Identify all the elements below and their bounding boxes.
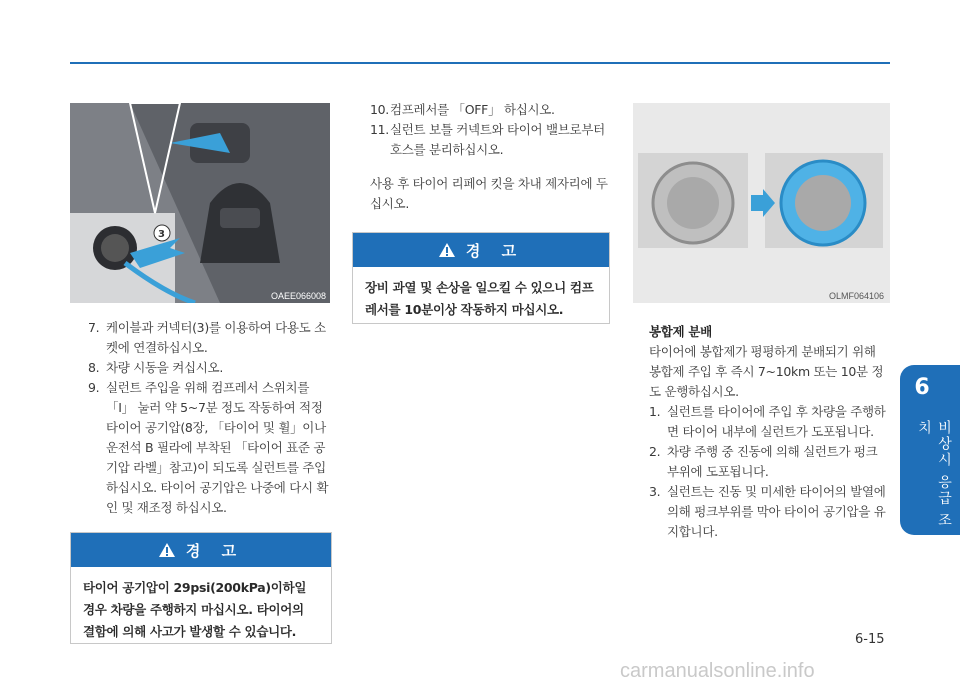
warning-header [71,533,331,567]
figure-code: OLMF064106 [828,291,884,301]
step-list [649,402,889,542]
warning-text: 타이어 공기압이 29psi(200kPa)이하일 경우 차량을 주행하지 마십시오. 타이어의 결함에 의해 사고가 발생할 수 있습니다. [83,580,307,639]
section-heading: 봉합제 분배 [649,324,712,339]
tire-figure [633,103,890,303]
warning-header [353,233,609,267]
chapter-label: 비상시 응급 조치 [916,420,952,529]
tire-illustration [633,103,890,303]
list-item: 3. 실런트는 진동 및 미세한 타이어의 발열에 의해 펑크부위를 막아 타이어 공기압을 유지합니다. [649,484,886,539]
storage-note: 사용 후 타이어 리페어 킷을 차내 제자리에 두십시오. [370,176,608,211]
list-item: 10. 컴프레서를 「OFF」 하십시오. [370,102,555,117]
list-item: 9. 실런트 주입을 위해 컴프레서 스위치를 「I」 눌러 약 5~7분 정도 작동하여 적정 타이어 공기압(8장, 「타이어 및 휠」이나 운전석 B 필라에 부착된 「타이어 표준 공기압 라벨」참고)이 되도록 실런트를 주입하십시오. 타이어 공기압은 나중에 다시 확인 및 재조정 하십시오. [88,380,329,515]
warning-box [352,232,610,324]
warning-icon [438,242,456,258]
list-item: 2. 차량 주행 중 진동에 의해 실런트가 펑크 부위에 도포됩니다. [649,444,878,479]
chapter-tab [900,365,960,535]
header-rule [70,62,890,64]
console-illustration [70,103,330,303]
figure-code: OAEE066008 [270,291,326,301]
console-figure [70,103,330,303]
warning-text: 장비 과열 및 손상을 일으킬 수 있으니 컴프레서를 10분이상 작동하지 마십시오. [365,280,594,317]
step-list [370,100,610,160]
callout-number: 3 [158,229,165,240]
page-number: 6-15 [855,632,885,647]
warning-icon [158,542,176,558]
list-item: 11. 실런트 보틀 커넥트와 타이어 밸브로부터 호스를 분리하십시오. [370,122,605,157]
chapter-number: 6 [914,375,930,400]
list-item: 8. 차량 시동을 켜십시오. [88,360,223,375]
warning-title: 경 고 [465,241,525,260]
list-item: 7. 케이블과 커넥터(3)를 이용하여 다용도 소켓에 연결하십시오. [88,320,326,355]
list-item: 1. 실런트를 타이어에 주입 후 차량을 주행하면 타이어 내부에 실런트가 도포됩니다. [649,404,886,439]
section-paragraph: 타이어에 봉합제가 평평하게 분배되기 위해 봉합제 주입 후 즉시 7~10km 또는 10분 정도 운행하십시오. [649,344,884,399]
warning-title: 경 고 [185,541,245,560]
warning-box [70,532,332,644]
footer-watermark: carmanualsonline.info [620,660,815,682]
step-list [88,318,333,518]
